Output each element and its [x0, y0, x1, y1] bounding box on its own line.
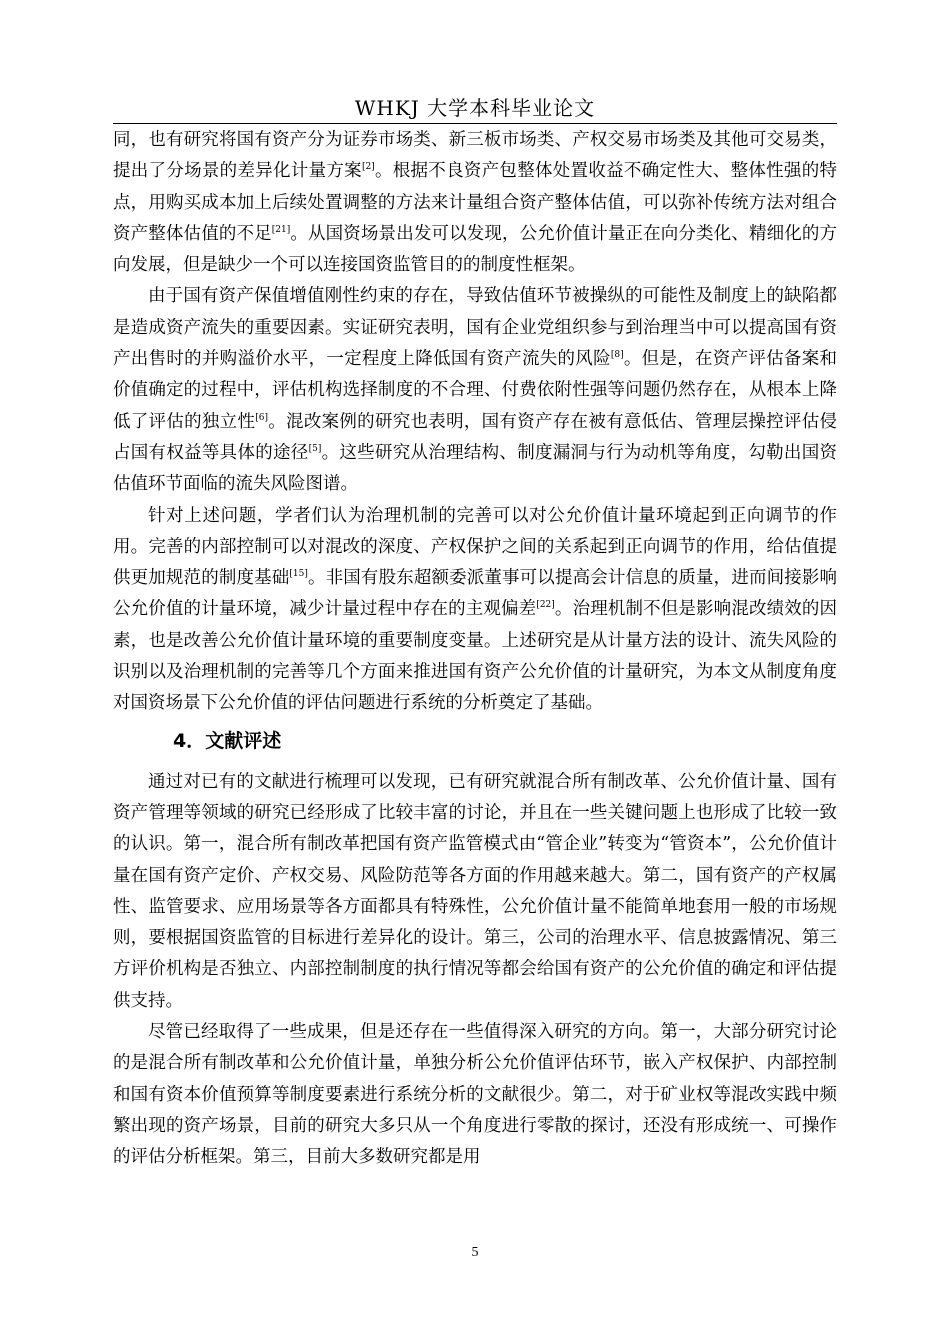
paragraph-text: 由于国有资产保值增值刚性约束的存在，导致估值环节被操纵的可能性及制度上的缺陷都是造成资产流失的重要因素。实证研究表明，国有企业党组织参与到治理当中可以提高国有资产出售时的并购溢价水平，一定程度上降低国有资产流失的风险 — [113, 286, 837, 370]
paragraph-text: 。这些研究从治理结构、制度漏洞与行为动机等角度，勾勒出国资估值环节面临的流失风险图谱。 — [113, 442, 837, 495]
citation-marker: [5] — [308, 444, 322, 455]
page-body — [113, 125, 837, 1174]
paragraph-text: 。但是，在资产评估备案和价值确定的过程中，评估机构选择制度的不合理、付费依附性强等问题仍然存在，从根本上降低了评估的独立性 — [113, 349, 837, 432]
citation-marker: [22] — [536, 600, 555, 611]
citation-marker: [21] — [271, 225, 291, 236]
review-summary-paragraphs — [113, 767, 837, 1174]
paragraph-text: 。混改案例的研究也表明，国有资产存在被有意低估、管理层操控评估侵占国有权益等具体的途径 — [113, 411, 837, 463]
citation-marker: [2] — [361, 162, 375, 173]
literature-review-paragraphs — [113, 125, 837, 720]
page-header: WHKJ 大学本科毕业论文 — [354, 96, 596, 120]
paragraph-text: 尽管已经取得了一些成果，但是还存在一些值得深入研究的方向。第一，大部分研究讨论的是混合所有制改革和公允价值计量，单独分析公允价值评估环节，嵌入产权保护、内部控制和国有资本价值预算等制度要素进行系统分析的文献很少。第二，对于矿业权等混改实践中频繁出现的资产场景，目前的研究大多只从一个角度进行零散的探讨，还没有形成统一、可操作的评估分析框架。第三，目前大多数研究都是用 — [113, 1022, 837, 1168]
citation-marker: [6] — [255, 412, 268, 423]
body-paragraph — [113, 125, 837, 281]
paragraph-text: 同，也有研究将国有资产分为证券市场类、新三板市场类、产权交易市场类及其他可交易类，提出了分场景的差异化计量方案 — [113, 130, 837, 182]
citation-marker: [8] — [610, 350, 624, 361]
paragraph-text: 。根据不良资产包整体处置收益不确定性大、整体性强的特点，用购买成本加上后续处置调整的方法来计量组合资产整体估值，可以弥补传统方法对组合资产整体估值的不足 — [113, 161, 837, 244]
body-paragraph — [113, 281, 837, 500]
paragraph-text: 。治理机制不但是影响混改绩效的因素，也是改善公允价值计量环境的重要制度变量。上述研究是从计量方法的设计、流失风险的识别以及治理机制的完善等几个方面来推进国有资产公允价值的计量研究，为本文从制度角度对国资场景下公允价值的评估问题进行系统的分析奠定了基础。 — [113, 599, 838, 714]
paragraph-text: 通过对已有的文献进行梳理可以发现，已有研究就混合所有制改革、公允价值计量、国有资产管理等领域的研究已经形成了比较丰富的讨论，并且在一些关键问题上也形成了比较一致的认识。第一，混合所有制改革把国有资产监管模式由“管企业”转变为“管资本”，公允价值计量在国有资产定价、产权交易、风险防范等各方面的作用越来越大。第二，国有资产的产权属性、监管要求、应用场景等各方面都具有特殊性，公允价值计量不能简单地套用一般的市场规则，要根据国资监管的目标进行差异化的设计。第三，公司的治理水平、信息披露情况、第三方评价机构是否独立、内部控制制度的执行情况等都会给国有资产的公允价值的确定和评估提供支持。 — [113, 771, 837, 1011]
citation-marker: [15] — [289, 569, 308, 580]
body-paragraph — [113, 767, 837, 1017]
section-heading: 4．文献评述 — [173, 729, 282, 752]
paragraph-text: 。非国有股东超额委派董事可以提高会计信息的质量，进而间接影响公允价值的计量环境，减少计量过程中存在的主观偏差 — [113, 568, 838, 620]
paragraph-text: 针对上述问题，学者们认为治理机制的完善可以对公允价值计量环境起到正向调节的作用。完善的内部控制可以对混改的深度、产权保护之间的关系起到正向调节的作用，给估值提供更加规范的制度基础 — [113, 505, 837, 589]
body-paragraph — [113, 1017, 837, 1173]
body-paragraph — [113, 501, 837, 720]
paragraph-text: 。从国资场景出发可以发现，公允价值计量正在向分类化、精细化的方向发展，但是缺少一个可以连接国资监管目的的制度性框架。 — [113, 223, 838, 276]
page-number: 5 — [471, 1245, 479, 1260]
header-divider — [113, 123, 837, 124]
